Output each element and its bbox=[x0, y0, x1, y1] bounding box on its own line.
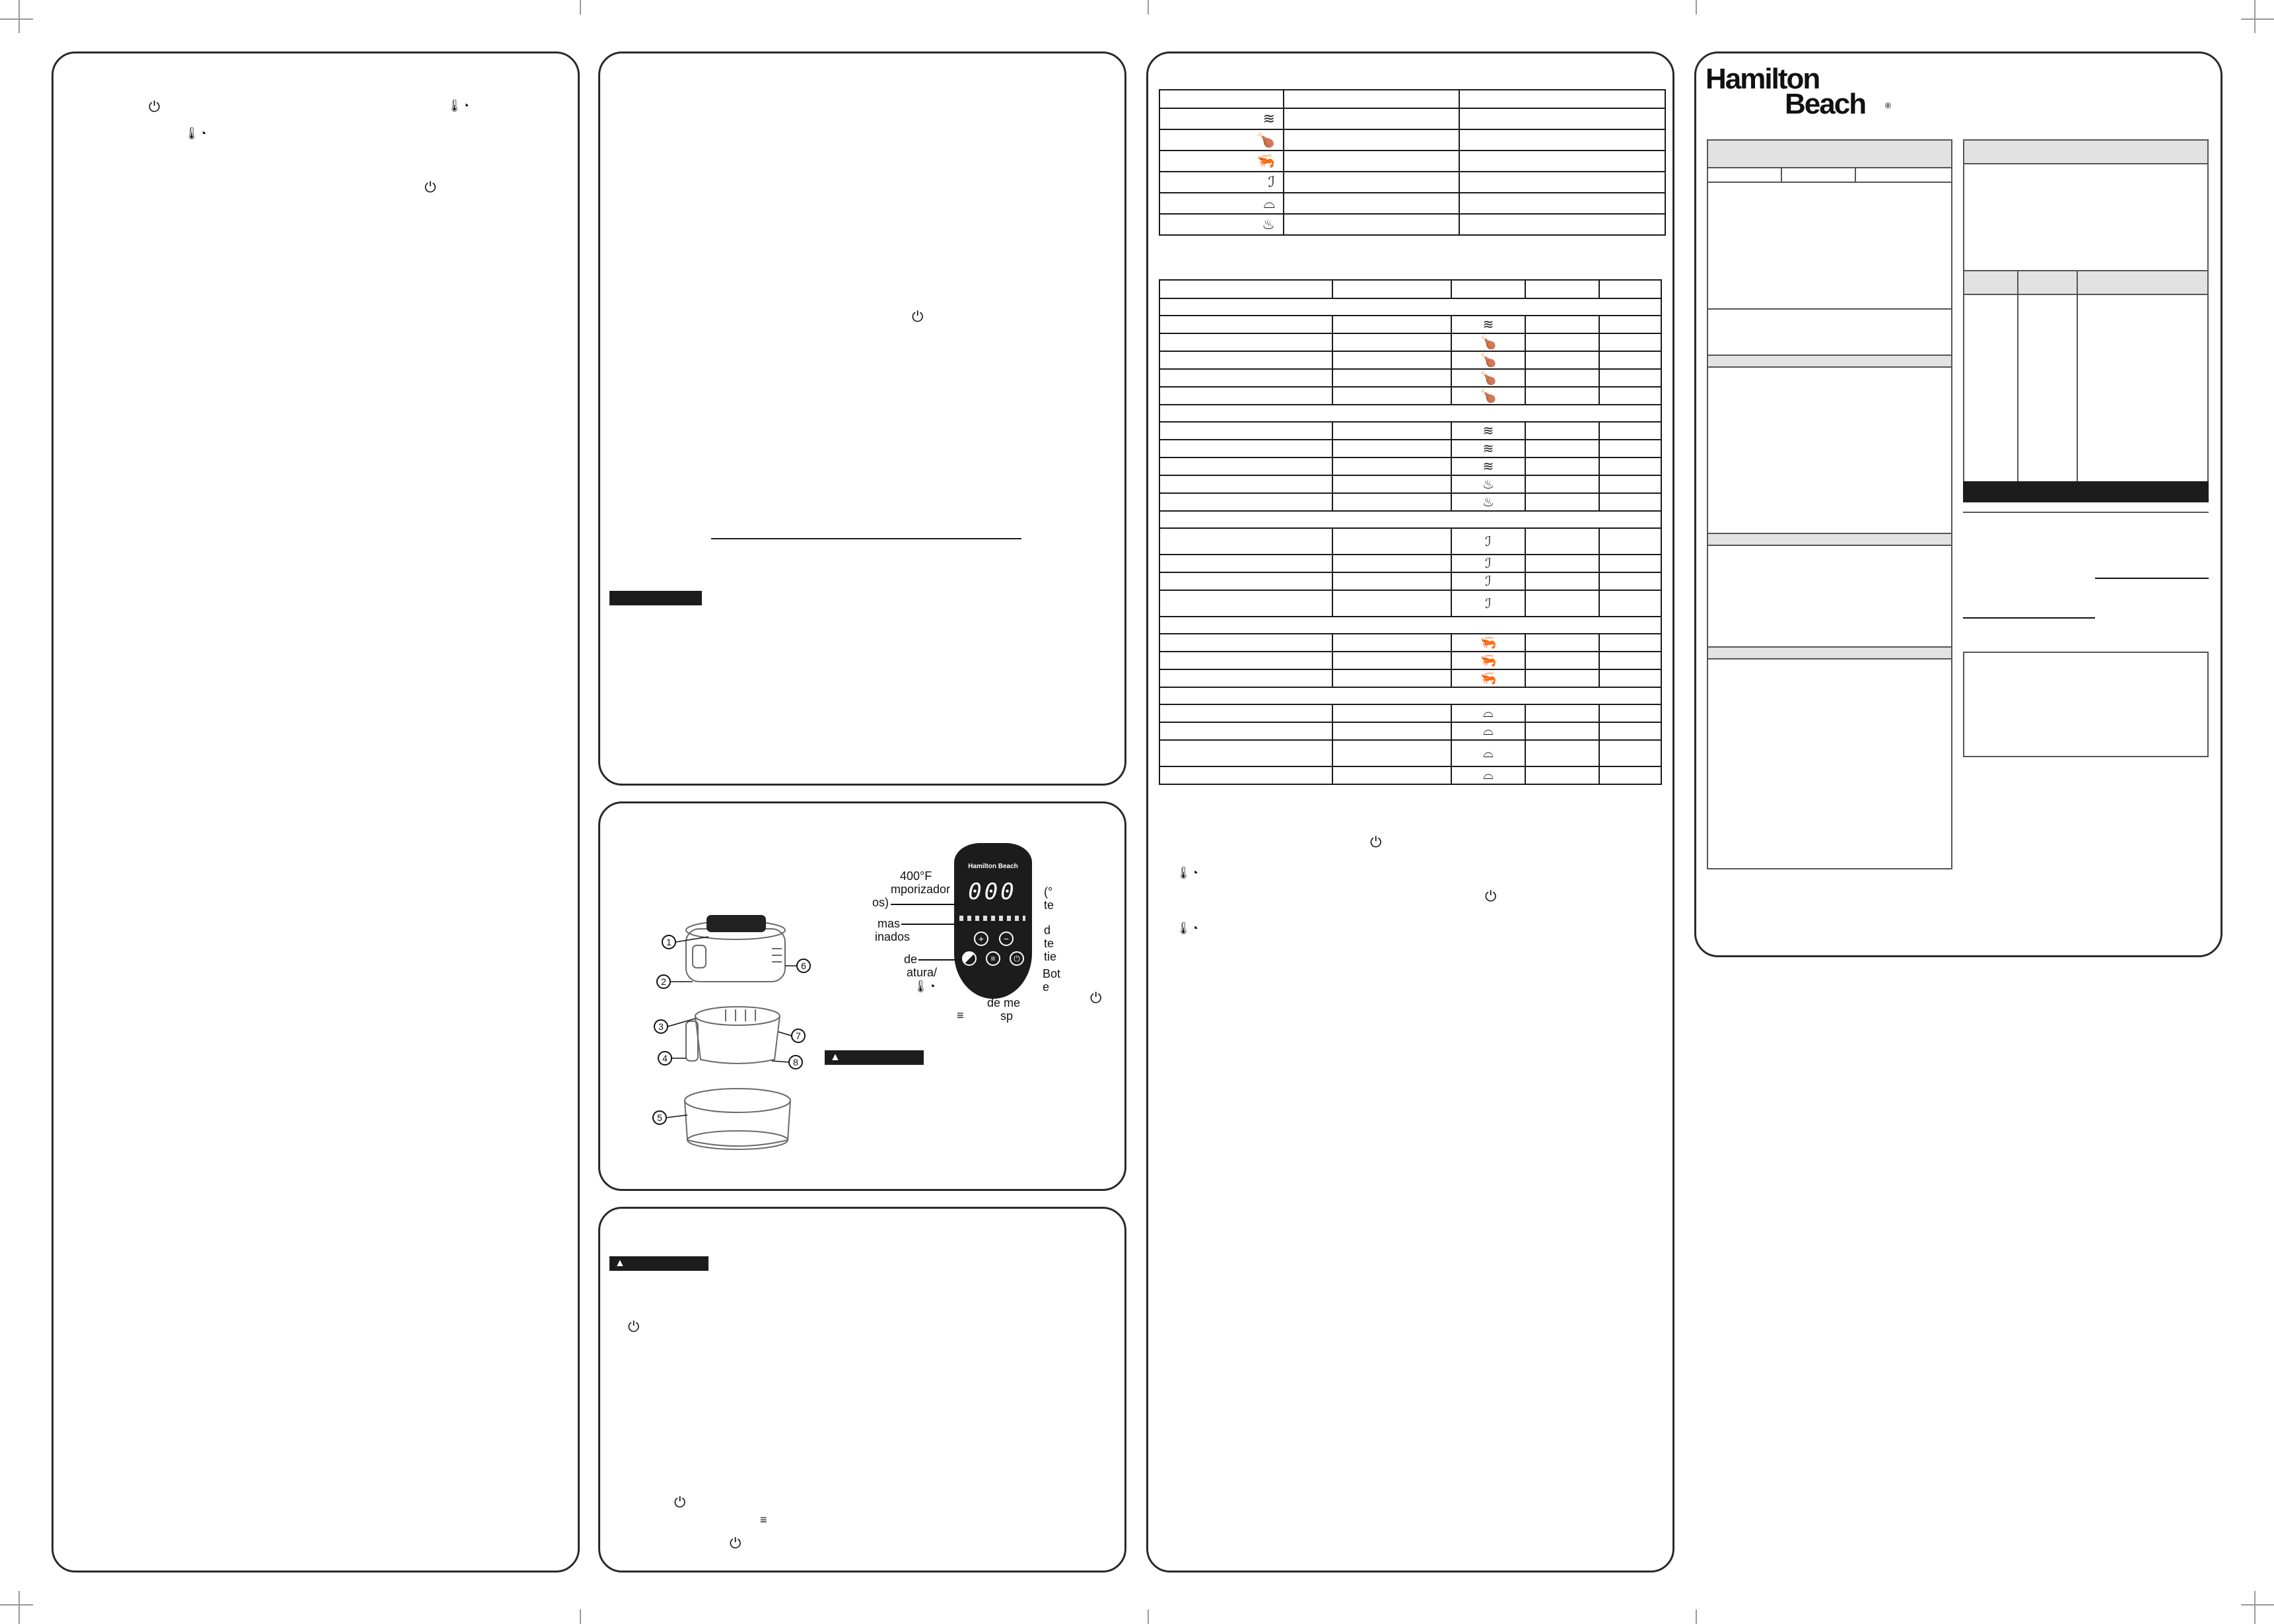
power-icon: ⏻ bbox=[1090, 990, 1102, 1006]
cake-icon: ⌓ bbox=[1263, 195, 1275, 211]
cooking-chart-table bbox=[1159, 279, 1662, 785]
part-number: 1 bbox=[666, 937, 672, 947]
fold-mark bbox=[1148, 0, 1149, 15]
reheat-icon: ♨ bbox=[1262, 216, 1275, 232]
callout-label: os) bbox=[872, 896, 889, 909]
power-icon: ⏻ bbox=[425, 179, 436, 195]
table-row bbox=[1159, 422, 1661, 440]
fries-icon: ≋ bbox=[1482, 424, 1494, 438]
callout-label: Bot bbox=[1043, 967, 1061, 980]
callout-label: sp bbox=[1000, 1009, 1014, 1023]
table-row bbox=[1159, 669, 1661, 687]
section-header bbox=[1963, 139, 2209, 164]
crop-mark bbox=[0, 18, 33, 20]
section-header bbox=[1707, 139, 1952, 168]
callout-label: d bbox=[1044, 924, 1051, 937]
part-number: 3 bbox=[658, 1021, 664, 1032]
fold-mark bbox=[580, 1609, 581, 1624]
cake-icon: ⌓ bbox=[1483, 745, 1494, 761]
fold-mark bbox=[1696, 0, 1697, 15]
table-row bbox=[1159, 151, 1665, 172]
preset-table bbox=[1159, 89, 1666, 236]
table-row bbox=[1159, 193, 1665, 214]
fries-icon: ≋ bbox=[1482, 442, 1494, 456]
table-row bbox=[1159, 740, 1661, 766]
vegetable-icon: ℐ bbox=[1485, 574, 1492, 589]
table-row bbox=[1159, 108, 1665, 129]
warranty-box-left bbox=[1707, 139, 1952, 869]
vegetable-icon: ℐ bbox=[1485, 596, 1492, 611]
callout-label: tie bbox=[1044, 950, 1057, 963]
warning-bar bbox=[825, 1050, 924, 1065]
callout-label: e bbox=[1043, 980, 1050, 994]
fries-icon: ≋ bbox=[1482, 459, 1494, 474]
table-row bbox=[1159, 652, 1661, 669]
table-row bbox=[1159, 634, 1661, 652]
warranty-box-right bbox=[1963, 139, 2209, 502]
plus-button[interactable]: + bbox=[974, 931, 988, 946]
fold-mark bbox=[580, 0, 581, 15]
callout-label: te bbox=[1044, 898, 1054, 912]
warning-icon: ▲ bbox=[830, 1052, 841, 1063]
power-icon: ⏻ bbox=[149, 98, 160, 115]
panel-instructions-center-bottom bbox=[598, 1207, 1126, 1573]
vegetable-icon: ℐ bbox=[1268, 174, 1275, 190]
table-divider bbox=[1855, 168, 1856, 182]
shrimp-icon: 🦐 bbox=[1257, 152, 1275, 169]
table-row bbox=[1159, 572, 1661, 590]
preset-icons-row bbox=[959, 916, 1025, 921]
drumstick-icon: 🍗 bbox=[1480, 371, 1497, 386]
temp-time-icon: 🌡◔ bbox=[1176, 922, 1198, 935]
part-number: 8 bbox=[793, 1057, 798, 1067]
minus-button[interactable]: − bbox=[999, 931, 1014, 946]
reheat-icon: ♨ bbox=[1482, 495, 1494, 510]
crop-mark bbox=[2241, 1604, 2274, 1606]
table-divider bbox=[2017, 270, 2018, 481]
part-number: 2 bbox=[661, 976, 666, 987]
shrimp-icon: 🦐 bbox=[1480, 636, 1497, 650]
callout-label: inados bbox=[875, 930, 911, 943]
warning-bar bbox=[609, 1256, 708, 1271]
part-number: 4 bbox=[662, 1053, 668, 1064]
table-row bbox=[1159, 214, 1665, 235]
callout-label: mporizador bbox=[891, 883, 951, 896]
table-row bbox=[1159, 172, 1665, 193]
menu-icon: ≡ bbox=[957, 1009, 964, 1022]
power-icon: ⏻ bbox=[1485, 888, 1497, 904]
fold-mark bbox=[1148, 1609, 1149, 1624]
table-row bbox=[1159, 387, 1661, 405]
crop-mark bbox=[18, 1591, 20, 1624]
table-row bbox=[1159, 351, 1661, 369]
table-row bbox=[1159, 722, 1661, 740]
callout-label: de me bbox=[987, 996, 1021, 1009]
fries-icon: ≋ bbox=[1482, 318, 1494, 332]
power-icon: ⏻ bbox=[912, 308, 924, 325]
digital-display: 000 bbox=[968, 879, 1017, 905]
crop-mark bbox=[0, 1604, 33, 1606]
part-number: 6 bbox=[801, 961, 806, 971]
menu-icon: ≡ bbox=[760, 1513, 767, 1526]
power-icon: ⏻ bbox=[674, 1494, 686, 1510]
table-row bbox=[1159, 704, 1661, 722]
drumstick-icon: 🍗 bbox=[1480, 335, 1497, 350]
panel-cooking-tables bbox=[1146, 51, 1674, 1573]
part-number: 7 bbox=[796, 1031, 801, 1041]
section-header bbox=[1707, 533, 1952, 546]
menu-button[interactable]: ≡ bbox=[986, 951, 1000, 966]
table-row bbox=[1159, 528, 1661, 555]
power-icon: ⏻ bbox=[730, 1535, 741, 1551]
table-row bbox=[1159, 457, 1661, 475]
cake-icon: ⌓ bbox=[1483, 706, 1494, 720]
table-divider bbox=[1707, 182, 1952, 183]
shrimp-icon: 🦐 bbox=[1480, 671, 1497, 686]
table-row bbox=[1159, 369, 1661, 387]
panel-instructions-left bbox=[52, 51, 580, 1573]
air-fryer-illustration bbox=[640, 902, 811, 1167]
temp-time-button[interactable] bbox=[962, 951, 977, 966]
section-header bbox=[1707, 355, 1952, 368]
table-row bbox=[1159, 493, 1661, 511]
drumstick-icon: 🍗 bbox=[1257, 131, 1275, 148]
section-divider bbox=[1963, 512, 2209, 513]
callout-line bbox=[901, 924, 959, 925]
temp-time-icon: 🌡◔ bbox=[184, 127, 207, 140]
crop-mark bbox=[2254, 1591, 2256, 1624]
part-number: 5 bbox=[657, 1112, 662, 1123]
crop-mark bbox=[2241, 18, 2274, 20]
table-row bbox=[1159, 333, 1661, 351]
cake-icon: ⌓ bbox=[1483, 768, 1494, 782]
callout-label: (° bbox=[1044, 885, 1053, 898]
table-row bbox=[1159, 316, 1661, 333]
callout-label: atura/ bbox=[907, 966, 938, 979]
info-box bbox=[1963, 652, 2209, 757]
panel-brand-warranty bbox=[1694, 51, 2222, 957]
drumstick-icon: 🍗 bbox=[1480, 389, 1497, 403]
fries-icon: ≋ bbox=[1262, 110, 1275, 127]
section-header-bar bbox=[609, 591, 702, 605]
reheat-icon: ♨ bbox=[1482, 477, 1494, 492]
section-divider bbox=[711, 538, 1021, 539]
power-icon: ⏻ bbox=[1370, 834, 1382, 850]
signature-line bbox=[2095, 578, 2209, 579]
table-row bbox=[1159, 475, 1661, 493]
table-row bbox=[1159, 766, 1661, 784]
crop-mark bbox=[2254, 0, 2256, 33]
hamilton-beach-logo: Hamilton Beach ® bbox=[1706, 63, 1891, 120]
shrimp-icon: 🦐 bbox=[1480, 654, 1497, 668]
table-row bbox=[1159, 440, 1661, 457]
vegetable-icon: ℐ bbox=[1485, 534, 1492, 549]
section-header-bar bbox=[1963, 481, 2209, 502]
table-row bbox=[1159, 590, 1661, 617]
temp-time-icon: 🌡◔ bbox=[913, 980, 936, 993]
callout-label: 400°F bbox=[900, 869, 932, 883]
crop-mark bbox=[18, 0, 20, 33]
power-button[interactable]: ⏻ bbox=[1010, 951, 1024, 966]
callout-line bbox=[891, 904, 959, 905]
cake-icon: ⌓ bbox=[1483, 724, 1494, 738]
power-icon: ⏻ bbox=[628, 1318, 640, 1335]
panel-logo: Hamilton Beach bbox=[968, 863, 1018, 870]
section-header bbox=[1707, 646, 1952, 660]
warning-icon: ▲ bbox=[615, 1258, 625, 1269]
callout-label: mas bbox=[878, 917, 901, 930]
callout-line bbox=[918, 959, 962, 961]
callout-label: te bbox=[1044, 937, 1054, 950]
temp-time-icon: 🌡◔ bbox=[447, 99, 469, 112]
temp-time-icon: 🌡◔ bbox=[1176, 866, 1198, 879]
section-divider bbox=[1707, 308, 1952, 310]
table-row bbox=[1159, 555, 1661, 572]
vegetable-icon: ℐ bbox=[1485, 557, 1492, 571]
panel-parts-and-controls bbox=[598, 801, 1126, 1191]
table-row bbox=[1159, 129, 1665, 151]
table-divider bbox=[2077, 270, 2078, 481]
panel-instructions-center-top bbox=[598, 51, 1126, 786]
signature-line bbox=[1963, 617, 2095, 619]
drumstick-icon: 🍗 bbox=[1480, 353, 1497, 368]
callout-label: de bbox=[904, 953, 918, 966]
control-panel-illustration bbox=[954, 843, 1032, 999]
section-header bbox=[1963, 270, 2209, 295]
fold-mark bbox=[1696, 1609, 1697, 1624]
table-divider bbox=[1781, 168, 1782, 182]
